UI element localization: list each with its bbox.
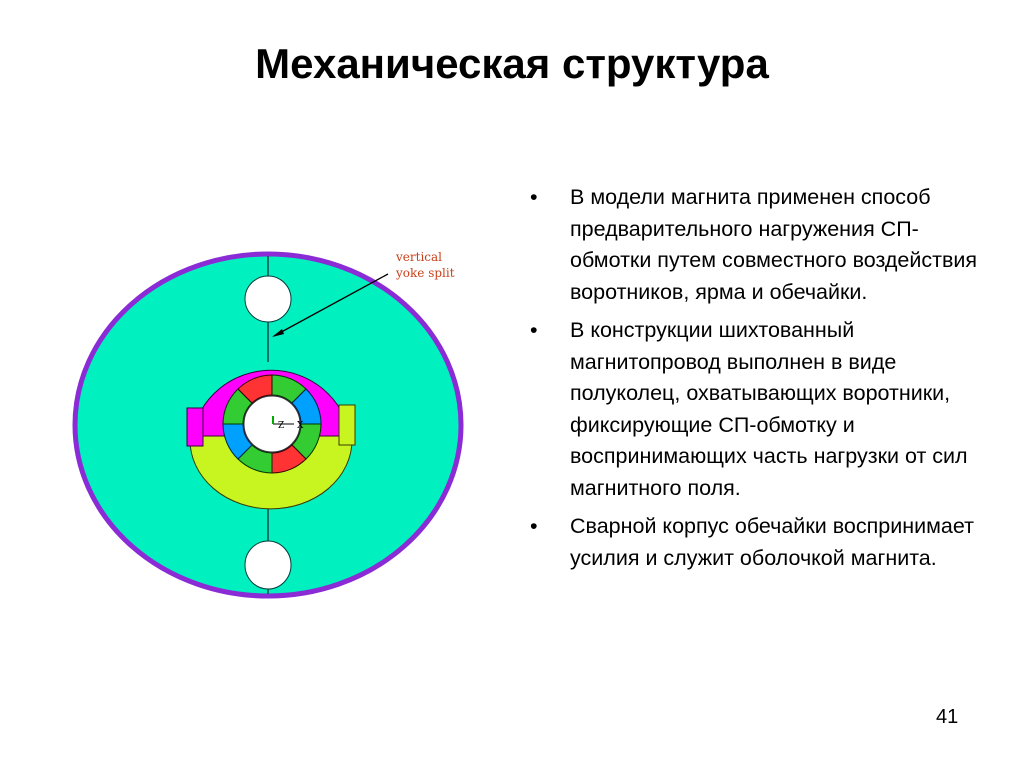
bullet-text: В модели магнита применен способ предварительного нагружения СП-обмотки путем совместного воздействия воротников, ярма и обечайки.	[570, 185, 978, 304]
axis-label-z: Z	[278, 421, 285, 431]
magnet-cross-section-figure	[70, 240, 490, 620]
collar-notch-left	[187, 408, 203, 446]
page-number: 41	[936, 706, 959, 728]
bullet-marker: •	[530, 514, 538, 538]
slide-title: Механическая структура	[255, 40, 769, 87]
yoke-split-callout-label-line1: vertical	[396, 250, 442, 264]
yoke-hole-top	[245, 276, 291, 322]
yoke-hole-bottom	[245, 541, 291, 589]
bullet-list	[530, 182, 980, 581]
bullet-text: Сварной корпус обечайки воспринимает усилия и служит оболочкой магнита.	[570, 514, 974, 570]
bullet-item	[530, 511, 980, 574]
magnet-cross-section-drawing	[70, 240, 490, 620]
bullet-text: В конструкции шихтованный магнитопровод выполнен в виде полуколец, охватывающих воротники, фиксирующие СП-обмотку и воспринимающих часть нагрузки от сил магнитного поля.	[570, 318, 968, 500]
bullet-item	[530, 315, 980, 504]
bullet-marker: •	[530, 185, 538, 209]
bullet-item	[530, 182, 980, 308]
yoke-split-callout-label-line2: yoke split	[396, 266, 455, 280]
collar-notch-right	[339, 405, 355, 445]
axis-label-x: X	[297, 421, 304, 431]
bullet-marker: •	[530, 318, 538, 342]
